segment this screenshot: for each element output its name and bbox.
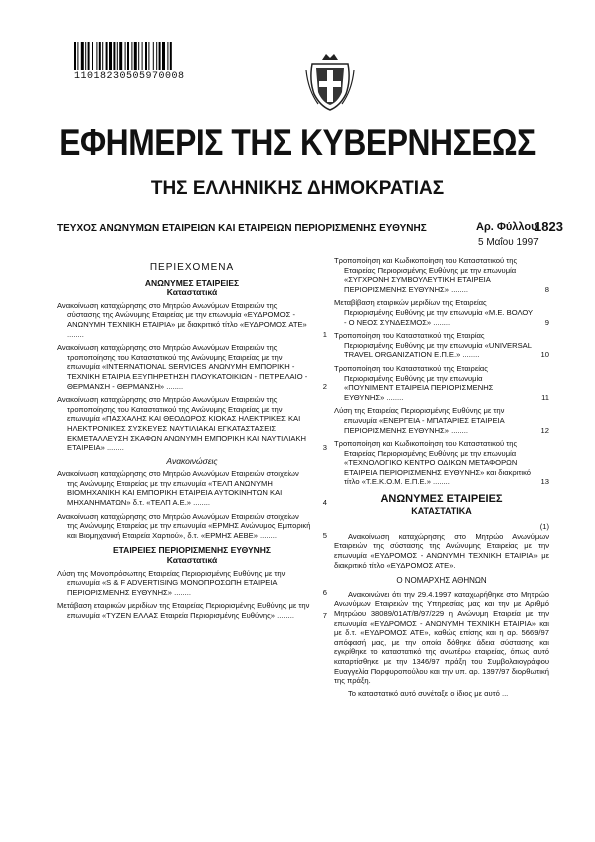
toc-entry-text: Μεταβίβαση εταιρικών μεριδίων της Εταιρείας Περιορισμένης Ευθύνης με την επωνυμία «Μ.Ε. ΒΟΛΟΥ - Ο ΝΕΟΣ ΣΥΝΔΕΣΜΟΣ» ........	[334, 298, 533, 327]
toc-entry-page: 2	[322, 381, 327, 391]
barcode-number: 11018230505970008	[74, 71, 185, 82]
toc-entry-text: Τροποποίηση του Καταστατικού της Εταιρίας Περιορισμένης Ευθύνης με την επωνυμία «UNIVERSAL TRAVEL ORGANIZATION Ε.Π.Ε.» ........	[334, 331, 532, 360]
toc-entry-text: Ανακοίνωση καταχώρησης στο Μητρώο Ανωνύμων Εταιρειών στοιχείων της Ανώνυμης Εταιρείας με την επωνυμία «ΕΡΜΗΣ Ανώνυμος Εμπορική και Βιομηχανική Εταιρεία Χαρτιού», δ.τ. «ΕΡΜΗΣ ΑΕΒΕ» ........	[57, 511, 311, 540]
toc-entry-text: Τροποποίηση και Κωδικοποίηση του Καταστατικού της Εταιρείας Περιορισμένης Ευθύνης με την επωνυμία «ΣΥΓΧΡΟΝΗ ΣΥΜΒΟΥΛΕΥΤΙΚΗ ΕΤΑΙΡΕΙΑ ΠΕΡΙΟΡΙΣΜΕΝΗΣ ΕΥΘΥΝΗΣ» ........	[334, 256, 518, 294]
toc-entry-text: Ανακοίνωση καταχώρησης στο Μητρώο Ανωνύμων Εταιρειών στοιχείων της Ανώνυμης Εταιρείας με την επωνυμία «ΤΕΛΠ ΑΝΩΝΥΜΗ ΒΙΟΜΗΧΑΝΙΚΗ ΚΑΙ ΕΜΠΟΡΙΚΗ ΕΤΑΙΡΕΙΑ ΑΥΤΟΚΙΝΗΤΩΝ ΚΑΙ ΜΗΧΑΝΗΜΑΤΩΝ» δ.τ. «ΤΕΛΠ Α.Ε.» ........	[57, 469, 299, 508]
notice-title: Ανακοίνωση καταχώρησης στο Μητρώο Ανωνύμων Εταιρειών της σύστασης της Ανώνυμης Εταιρείας με την επωνυμία «ΕΥΔΡΟΜΟΣ - ΑΝΩΝΥΜΗ ΤΕΧΝΙΚΗ ΕΤΑΙΡΙΑ» με διακριτικό τίτλο «ΕΥΔΡΟΜΟΣ ΑΤΕ».	[334, 531, 549, 570]
toc-group-1	[57, 301, 327, 453]
notice-paragraph-2: Το καταστατικό αυτό συνέταξε ο ίδιος με αυτό ...	[348, 688, 509, 698]
toc-entry-text: Ανακοίνωση καταχώρησης στο Μητρώο Ανωνύμων Εταιρειών της τροποποίησης του Καταστατικού της Ανώνυμης Εταιρείας με την επωνυμία «ΠΑΣΧΑΛΗΣ ΚΑΙ ΘΕΟΔΩΡΟΣ ΚΙΟΚΑΣ ΗΛΕΚΤΡΙΚΕΣ ΚΑΙ ΗΛΕΚΤΡΟΝΙΚΕΣ ΣΥΣΚΕΥΕΣ ΝΑΥΤΙΛΙΑΚΑΙ ΕΓΚΑΤΑΣΤΑΣΕΙΣ ΕΚΜΕΤΑΛΛΕΥΣΗ ΣΚΑΦΩΝ ΑΝΩΝΥΜΗ ΕΜΠΟΡΙΚΗ ΚΑΙ ΝΑΥΤΙΛΙΑΚΗ ΕΤΑΙΡΕΙΑ» ........	[57, 395, 306, 453]
toc-entry-page: 10	[540, 350, 549, 360]
toc-entry-page: 9	[544, 317, 549, 327]
toc-entry	[334, 298, 549, 327]
notice-paragraph-1: Ανακοινώνει ότι την 29.4.1997 καταχωρήθηκε στο Μητρώο Ανωνύμων Εταιρειών της Υπηρεσίας μας και την με Αριθμό Μητρώου 38089/01ΑΤ/Β/97/229 η Ανώνυμη Εταιρεία με την επωνυμία «ΕΥΔΡΟΜΟΣ - ΑΝΩΝΥΜΗ ΤΕΧΝΙΚΗ ΕΤΑΙΡΙΑ» και με δ.τ. «ΕΥΔΡΟΜΟΣ ΑΤΕ», καθώς επίσης και η αρ. 5669/97 απόφασή μας, με την οποία δόθηκε άδεια σύστασης και εγκρίθηκε το καταστατικό της ανωτέρω εταιρείας, όπως αυτό καταρτίσθηκε με την 1346/97 πράξη του Συμβολαιογράφου Ευαγγελία Πορφυροπούλου και την υπ. αρ. 1397/97 διορθωτική της πράξη.	[334, 589, 549, 686]
toc-entry	[334, 331, 549, 360]
toc-entry	[334, 439, 549, 487]
gazette-subtitle: ΤΗΣ ΕΛΛΗΝΙΚΗΣ ΔΗΜΟΚΡΑΤΙΑΣ	[150, 178, 445, 199]
toc-entry-page: 7	[322, 611, 327, 620]
notice-number: (1)	[539, 522, 549, 532]
toc-entry-page: 4	[322, 498, 327, 508]
toc-entry	[57, 395, 327, 453]
toc-entry-text: Τροποποίηση και Κωδικοποίηση του Καταστατικού της Εταιρείας Περιορισμένης Ευθύνης με την επωνυμία «ΤΕΧΝΟΛΟΓΙΚΟ ΚΕΝΤΡΟ ΟΔΙΚΩΝ ΜΕΤΑΦΟΡΩΝ ΕΤΑΙΡΕΙΑ ΠΕΡΙΟΡΙΣΜΕΝΗΣ ΕΥΘΥΝΗΣ» και διακριτικό τίτλο «Τ.Ε.Κ.Ο.Μ. Ε.Π.Ε.» ........	[334, 439, 532, 487]
toc-section-sae: ΑΝΩΝΥΜΕΣ ΕΤΑΙΡΕΙΕΣ	[144, 277, 240, 288]
prefecture-heading: Ο ΝΟΜΑΡΧΗΣ ΑΘΗΝΩΝ	[396, 576, 487, 586]
barcode	[74, 42, 224, 70]
toc-entry-text: Μετάβαση εταιρικών μεριδίων της Εταιρείας Περιορισμένης Ευθύνης με την επωνυμία «ΤΥΖΕΝ ΕΛΛΑΣ Εταιρεία Περιορισμένης Ευθύνης» ........	[57, 601, 310, 620]
toc-entry	[57, 343, 327, 391]
sheet-number: 1823	[534, 219, 563, 234]
toc-section-sae-sub: Καταστατικά	[166, 287, 218, 298]
toc-entry-text: Λύση της Μονοπρόσωπης Εταιρείας Περιορισμένης Ευθύνης με την επωνυμία «S & F ADVERTISING ΜΟΝΟΠΡΟΣΩΠΗ ΕΤΑΙΡΕΙΑ ΠΕΡΙΟΡΙΣΜΕΝΗΣ ΕΥΘΥΝΗΣ» ........	[57, 568, 286, 597]
toc-left-column	[57, 263, 327, 625]
toc-entry	[57, 512, 327, 541]
toc-group-2	[57, 469, 327, 540]
toc-section-ltd: ΕΤΑΙΡΕΙΕΣ ΠΕΡΙΟΡΙΣΜΕΝΗΣ ΕΥΘΥΝΗΣ	[112, 545, 272, 556]
toc-entry-page: 8	[544, 284, 549, 294]
right-column	[334, 256, 549, 701]
gazette-title: ΕΦΗΜΕΡΙΣ ΤΗΣ ΚΥΒΕΡΝΗΣΕΩΣ	[59, 122, 536, 163]
issue-series: ΤΕΥΧΟΣ ΑΝΩΝΥΜΩΝ ΕΤΑΙΡΕΙΩΝ ΚΑΙ ΕΤΑΙΡΕΙΩΝ ΠΕΡΙΟΡΙΣΜΕΝΗΣ ΕΥΘΥΝΗΣ	[57, 223, 427, 234]
toc-entry	[334, 256, 549, 294]
toc-heading: ΠΕΡΙΕΧΟΜΕΝΑ	[149, 262, 235, 273]
toc-section-ltd-sub: Καταστατικά	[166, 555, 218, 566]
toc-entry	[57, 469, 327, 507]
toc-entry-page: 5	[322, 530, 327, 540]
toc-group-3	[57, 569, 327, 621]
toc-entry	[57, 569, 327, 598]
toc-entry-text: Λύση της Εταιρείας Περιορισμένης Ευθύνης με την επωνυμία «ΕΝΕΡΓΕΙΑ - ΜΠΑΤΑΡΙΕΣ ΕΤΑΙΡΕΙΑ ΠΕΡΙΟΡΙΣΜΕΝΗΣ ΕΥΘΥΝΗΣ» ........	[334, 406, 505, 435]
toc-entry-page: 3	[322, 443, 327, 453]
toc-entry-text: Ανακοίνωση καταχώρησης στο Μητρώο Ανωνύμων Εταιρειών της σύστασης της Ανώνυμης Εταιρείας με την επωνυμία «ΕΥΔΡΟΜΟΣ - ΑΝΩΝΥΜΗ ΤΕΧΝΙΚΗ ΕΤΑΙΡΙΑ» με διακριτικό τίτλο «ΕΥΔΡΟΜΟΣ ΑΤΕ» ........	[57, 300, 307, 339]
toc-entry-page: 12	[540, 425, 549, 435]
toc-entry-page: 11	[541, 392, 549, 402]
toc-entry	[57, 301, 327, 339]
body-heading: ΑΝΩΝΥΜΕΣ ΕΤΑΙΡΕΙΕΣ	[380, 493, 503, 506]
toc-entry-page: 1	[322, 329, 327, 339]
toc-entry-text: Τροποποίηση του Καταστατικού της Εταιρείας Περιορισμένης Ευθύνης με την επωνυμία «ΠΟΥΝΙΜΕΝΤ ΕΤΑΙΡΕΙΑ ΠΕΡΙΟΡΙΣΜΕΝΗΣ ΕΥΘΥΝΗΣ» ........	[334, 363, 494, 402]
toc-entry	[57, 601, 327, 620]
toc-section-announcements: Ανακοινώσεις	[166, 455, 218, 466]
toc-entry-page: 13	[540, 477, 549, 487]
body-subheading: ΚΑΤΑΣΤΑΤΙΚΑ	[411, 505, 472, 516]
toc-entry	[334, 406, 549, 435]
toc-entry-page: 6	[322, 587, 327, 597]
sheet-number-label: Αρ. Φύλλου	[476, 221, 538, 233]
toc-entry-text: Ανακοίνωση καταχώρησης στο Μητρώο Ανωνύμων Εταιρειών της τροποποίησης του Καταστατικού της Ανώνυμης Εταιρείας με την επωνυμία «INTERNATIONAL SERVICES ΑΝΩΝΥΜΗ ΕΜΠΟΡΙΚΗ - ΤΕΧΝΙΚΗ ΕΤΑΙΡΙΑ ΕΞΥΠΗΡΕΤΗΣΗ ΠΛΟΥΚΑΤΟΙΚΙΩΝ - ΠΕΤΡΕΛΑΙΟ - ΘΕΡΜΑΝΣΗ - ΘΕΡΜΑΝΣΗ» ........	[57, 343, 308, 391]
coat-of-arms-emblem	[304, 50, 356, 114]
toc-entry	[334, 364, 549, 402]
toc-group-right	[334, 256, 549, 487]
issue-date: 5 Μαΐου 1997	[478, 237, 539, 248]
